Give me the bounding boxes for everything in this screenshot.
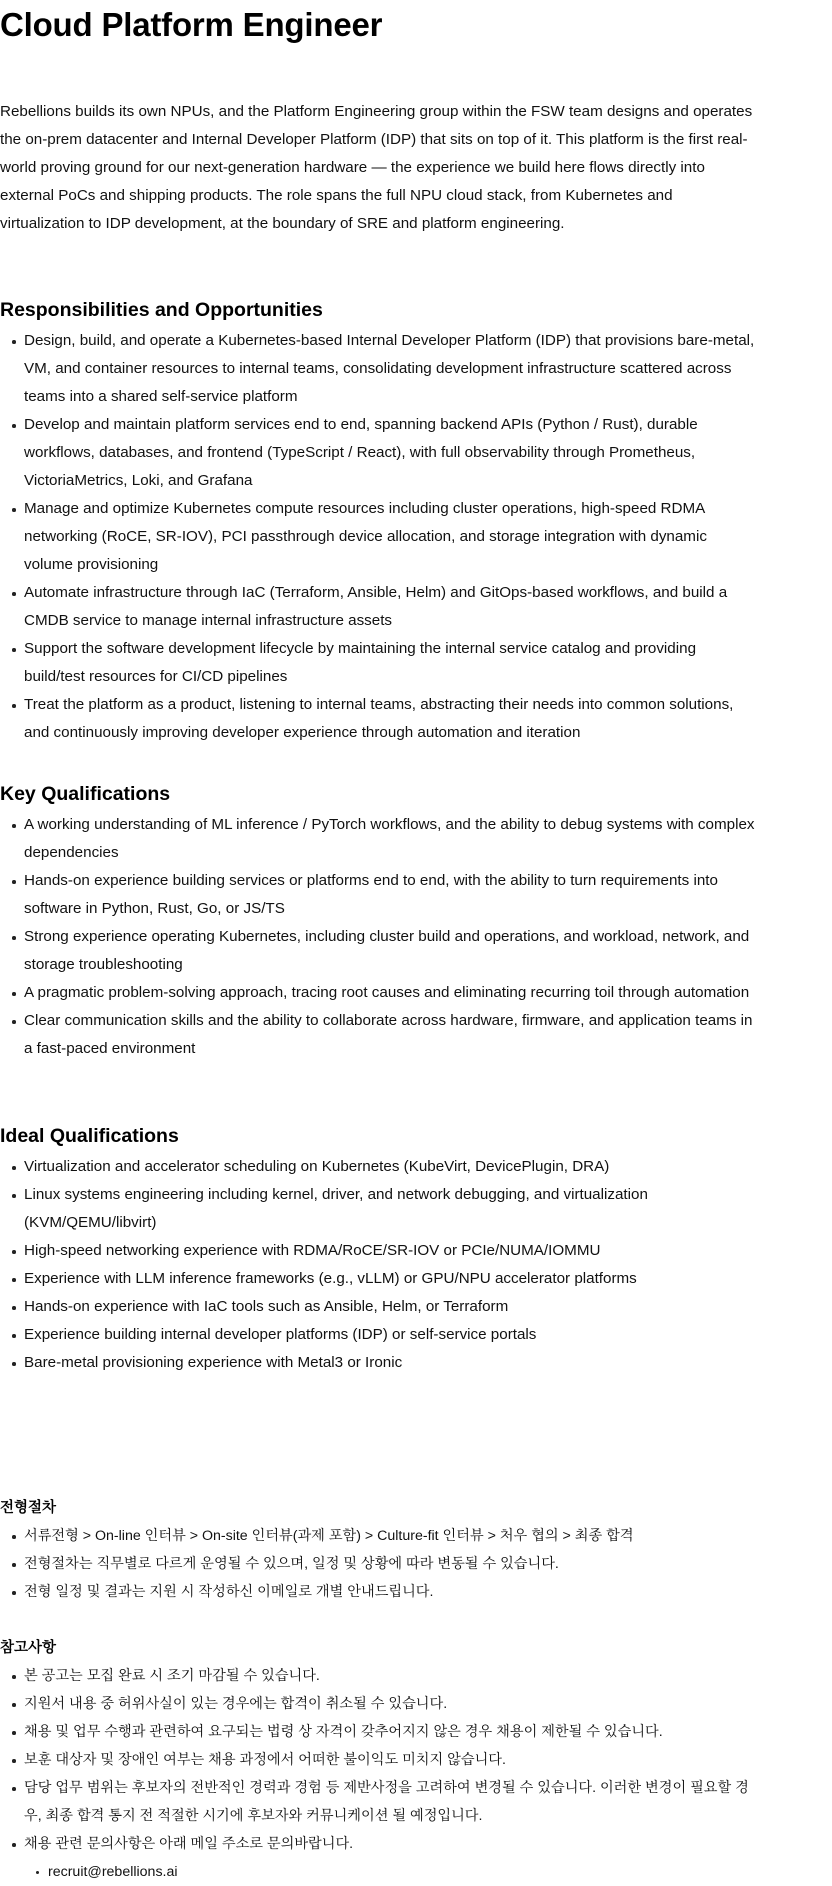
list-item: High-speed networking experience with RDMA/RoCE/SR-IOV or PCIe/NUMA/IOMMU <box>0 1237 760 1265</box>
list-item: Linux systems engineering including kernel, driver, and network debugging, and virtualization (KVM/QEMU/libvirt) <box>0 1181 760 1237</box>
list-item: 담당 업무 범위는 후보자의 전반적인 경력과 경험 등 제반사정을 고려하여 변경될 수 있습니다. 이러한 변경이 필요할 경우, 최종 합격 통지 전 적절한 시기에 후보자와 커뮤니케이션 될 예정입니다. <box>0 1774 760 1830</box>
notes-list <box>0 1662 760 1886</box>
responsibilities-heading: Responsibilities and Opportunities <box>0 299 323 321</box>
list-item: 전형 일정 및 결과는 지원 시 작성하신 이메일로 개별 안내드립니다. <box>0 1578 760 1606</box>
contact-sublist <box>24 1858 760 1886</box>
ideal-qualifications-list <box>0 1153 760 1377</box>
list-item: Hands-on experience with IaC tools such as Ansible, Helm, or Terraform <box>0 1293 760 1321</box>
list-item: Automate infrastructure through IaC (Terraform, Ansible, Helm) and GitOps-based workflows, and build a CMDB service to manage internal infrastructure assets <box>0 579 760 635</box>
list-item: A pragmatic problem-solving approach, tracing root causes and eliminating recurring toil through automation <box>0 979 760 1007</box>
list-item: 전형절차는 직무별로 다르게 운영될 수 있으며, 일정 및 상황에 따라 변동될 수 있습니다. <box>0 1550 760 1578</box>
key-qualifications-list <box>0 811 760 1063</box>
contact-email[interactable]: recruit@rebellions.ai <box>24 1858 760 1886</box>
list-item: Develop and maintain platform services end to end, spanning backend APIs (Python / Rust), durable workflows, databases, and frontend (TypeScript / React), with full observability through Prometheus, VictoriaMetrics, Loki, and Grafana <box>0 411 760 495</box>
notes-heading: 참고사항 <box>0 1640 57 1656</box>
ideal-qualifications-heading: Ideal Qualifications <box>0 1125 179 1147</box>
list-item: Experience building internal developer platforms (IDP) or self-service portals <box>0 1321 760 1349</box>
job-title: Cloud Platform Engineer <box>0 6 383 43</box>
list-item: Manage and optimize Kubernetes compute resources including cluster operations, high-speed RDMA networking (RoCE, SR-IOV), PCI passthrough device allocation, and storage integration with dynamic volume provisioning <box>0 495 760 579</box>
list-item: Virtualization and accelerator scheduling on Kubernetes (KubeVirt, DevicePlugin, DRA) <box>0 1153 760 1181</box>
list-item: Hands-on experience building services or platforms end to end, with the ability to turn requirements into software in Python, Rust, Go, or JS/TS <box>0 867 760 923</box>
key-qualifications-heading: Key Qualifications <box>0 783 171 805</box>
list-item: A working understanding of ML inference / PyTorch workflows, and the ability to debug systems with complex dependencies <box>0 811 760 867</box>
responsibilities-list <box>0 327 760 747</box>
process-heading: 전형절차 <box>0 1500 57 1516</box>
list-item: Strong experience operating Kubernetes, including cluster build and operations, and workload, network, and storage troubleshooting <box>0 923 760 979</box>
list-item: 보훈 대상자 및 장애인 여부는 채용 과정에서 어떠한 불이익도 미치지 않습니다. <box>0 1746 760 1774</box>
contact-note: 채용 관련 문의사항은 아래 메일 주소로 문의바랍니다. <box>24 1836 354 1852</box>
list-item: Support the software development lifecycle by maintaining the internal service catalog and providing build/test resources for CI/CD pipelines <box>0 635 760 691</box>
process-list <box>0 1522 760 1606</box>
list-item: 서류전형 > On-line 인터뷰 > On-site 인터뷰(과제 포함) > Culture-fit 인터뷰 > 처우 협의 > 최종 합격 <box>0 1522 760 1550</box>
list-item <box>0 1830 760 1886</box>
list-item: Bare-metal provisioning experience with Metal3 or Ironic <box>0 1349 760 1377</box>
list-item: 지원서 내용 중 허위사실이 있는 경우에는 합격이 취소될 수 있습니다. <box>0 1690 760 1718</box>
list-item: Experience with LLM inference frameworks (e.g., vLLM) or GPU/NPU accelerator platforms <box>0 1265 760 1293</box>
list-item: 본 공고는 모집 완료 시 조기 마감될 수 있습니다. <box>0 1662 760 1690</box>
list-item: 채용 및 업무 수행과 관련하여 요구되는 법령 상 자격이 갖추어지지 않은 경우 채용이 제한될 수 있습니다. <box>0 1718 760 1746</box>
list-item: Design, build, and operate a Kubernetes-based Internal Developer Platform (IDP) that provisions bare-metal, VM, and container resources to internal teams, consolidating development infrastructure scattered across teams into a shared self-service platform <box>0 327 760 411</box>
list-item: Clear communication skills and the ability to collaborate across hardware, firmware, and application teams in a fast-paced environment <box>0 1007 760 1063</box>
intro-paragraph: Rebellions builds its own NPUs, and the Platform Engineering group within the FSW team designs and operates the on-prem datacenter and Internal Developer Platform (IDP) that sits on top of it. This platform is the first real-world proving ground for our next-generation hardware — the experience we build here flows directly into external PoCs and shipping products. The role spans the full NPU cloud stack, from Kubernetes and virtualization to IDP development, at the boundary of SRE and platform engineering. <box>0 103 753 232</box>
list-item: Treat the platform as a product, listening to internal teams, abstracting their needs into common solutions, and continuously improving developer experience through automation and iteration <box>0 691 760 747</box>
